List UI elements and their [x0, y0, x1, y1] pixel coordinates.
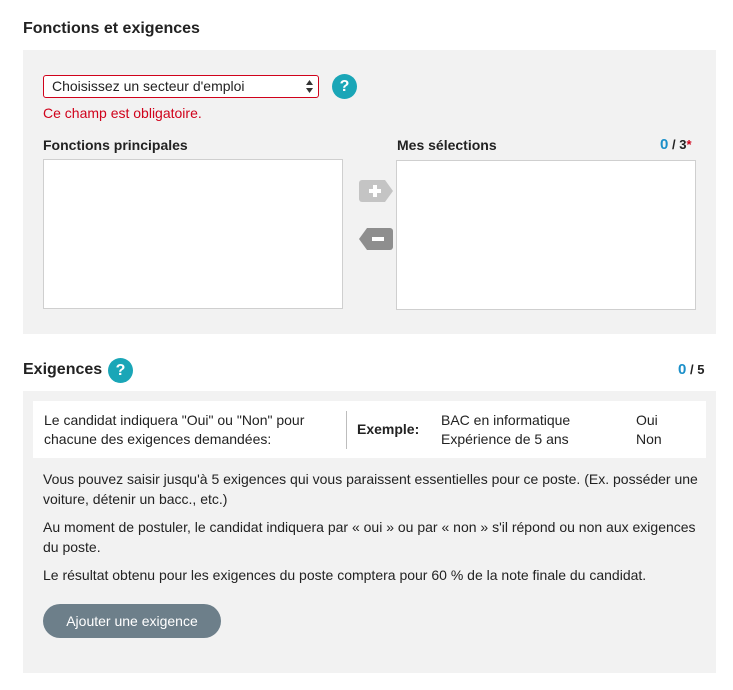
sector-select[interactable]	[43, 75, 319, 98]
requirements-paragraph-1: Vous pouvez saisir jusqu'à 5 exigences qui vous paraissent essentielles pour ce poste. (Ex. posséder une voiture, détenir un bacc., etc.)	[43, 471, 698, 507]
sector-help-icon[interactable]: ?	[332, 74, 357, 99]
selection-max: / 3	[671, 137, 687, 152]
requirements-section-title: Exigences	[23, 361, 103, 378]
remove-selection-button[interactable]	[359, 228, 393, 250]
selection-count: 0	[660, 136, 669, 153]
selections-list[interactable]	[396, 160, 696, 310]
requirements-paragraph-3: Le résultat obtenu pour les exigences du poste comptera pour 60 % de la note finale du candidat.	[43, 567, 647, 583]
add-requirement-button[interactable]: Ajouter une exigence	[43, 604, 221, 638]
select-arrows-icon	[306, 80, 313, 93]
sector-error-message: Ce champ est obligatoire.	[43, 105, 202, 121]
requirements-paragraph-2: Au moment de postuler, le candidat indiquera par « oui » ou par « non » s'il répond ou non aux exigences du poste.	[43, 519, 696, 555]
functions-section-title: Fonctions et exigences	[23, 20, 200, 37]
add-selection-button[interactable]	[359, 180, 393, 202]
info-divider	[346, 411, 347, 449]
main-functions-label: Fonctions principales	[43, 137, 188, 153]
requirements-max: / 5	[689, 362, 705, 377]
example-item-1: BAC en informatique	[441, 412, 571, 428]
example-item-2: Expérience de 5 ans	[441, 431, 569, 447]
requirements-counter	[678, 361, 704, 378]
requirements-help-icon[interactable]: ?	[108, 358, 133, 383]
example-answer-1: Oui	[636, 412, 658, 428]
requirements-info-text: Le candidat indiquera "Oui" ou "Non" pour chacune des exigences demandées:	[44, 412, 305, 447]
selections-label: Mes sélections	[397, 137, 497, 153]
selection-counter	[660, 136, 692, 153]
sector-select-value: Choisissez un secteur d'emploi	[52, 78, 245, 94]
example-label: Exemple:	[357, 421, 420, 437]
requirements-count: 0	[678, 361, 687, 378]
example-answer-2: Non	[636, 431, 662, 447]
main-functions-list[interactable]	[43, 159, 343, 309]
required-mark: *	[686, 137, 692, 152]
